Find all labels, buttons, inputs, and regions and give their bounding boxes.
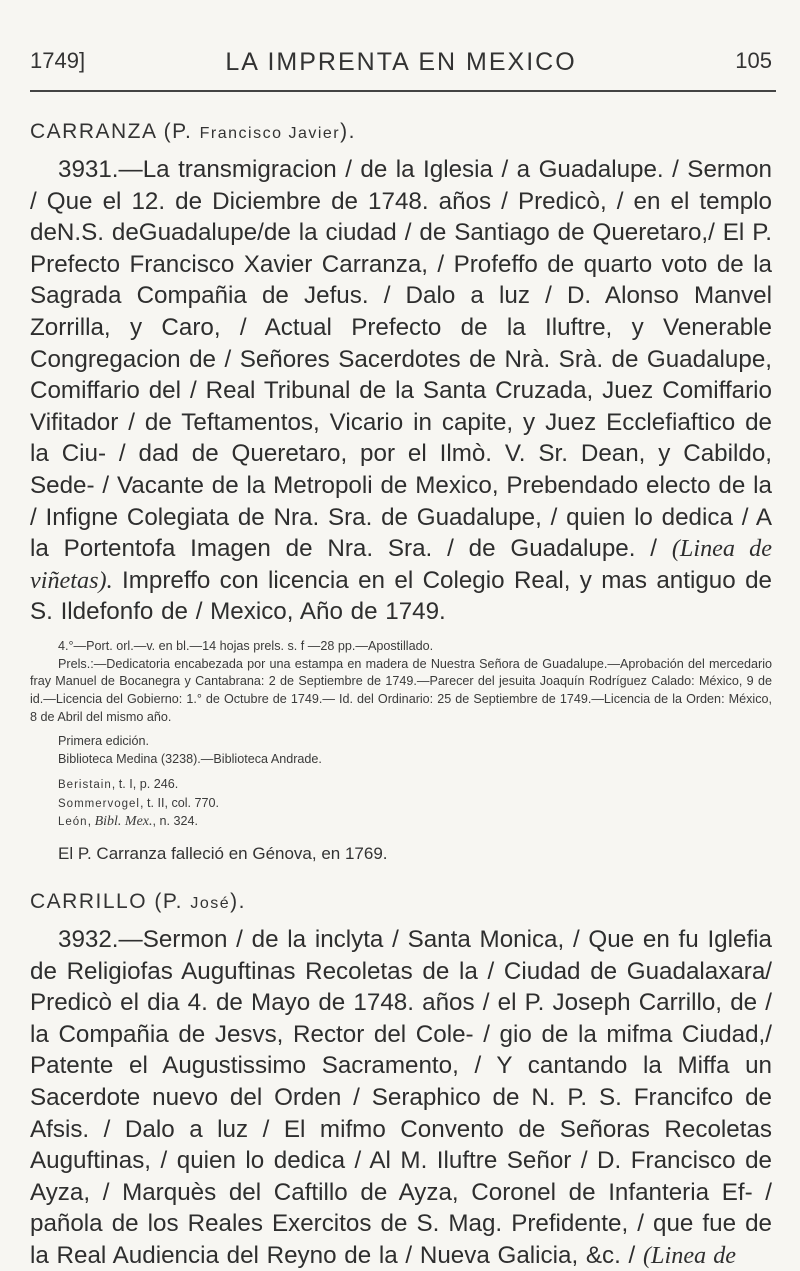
entry-3931-body: 3931.—La transmigracion / de la Iglesia / a Guadalupe. / Sermon / Que el 12. de Diciembre de 1748. años / Predicò, / en el templo deN.S. deGuadalupe/de la ciudad / de Santiago de Queretaro,/ El P. Prefecto Francisco Xavier Carranza, / Profeffo de quarto voto de la Sagrada Compañia de Jefus. / Dalo a luz / D. Alonso Manvel Zorrilla, y Caro, / Actual Prefecto de la Iluftre, y Venerable Congregacion de / Señores Sacerdotes de Nrà. Srà. de Guadalupe, Comiffario del / Real Tribunal de la Santa Cruzada, Juez Comiffario Vifitador / de Teftamentos, Vicario in capite, y Juez Ecclefiaftico de la Ciu- / dad de Queretaro, por el Ilmò. V. Sr. Dean, y Cabildo, Sede- / Vacante de la Metropoli de Mexico, Prebendado electo de la / Infigne Colegiata de Nra. Sra. de Guadalupe, / quien lo dedica / A la Portentofa Imagen de Nra. Sra. / de Guadalupe. / (Linea de viñetas). Impreffo con licencia en el Colegio Real, y mas antiguo de S. Ildefonfo de / Mexico, Año de 1749.: [30, 156, 773, 626]
reference-sommervogel: Sommervogel, t. II, col. 770.: [58, 795, 220, 810]
page-number: 105: [735, 48, 772, 73]
header-rule: [30, 90, 776, 92]
header-title: LA IMPRENTA EN MEXICO: [225, 48, 577, 76]
collation-note: 4.°—Port. orl.—v. en bl.—14 hojas prels. s. f —28 pp.—Apostillado.: [58, 638, 434, 653]
running-header: [30, 48, 772, 82]
reference-beristain: Beristain, t. I, p. 246.: [58, 776, 179, 791]
page-content: [30, 120, 772, 1271]
preliminaries-note: Prels.:—Dedicatoria encabezada por una estampa en madera de Nuestra Señora de Guadalupe.—Aprobación del mercedario fray Manuel de Bocanegra y Cantabrana: 2 de Septiembre de 1749.—Parecer del jesuita Joaquín Rodríguez Calado: México, 9 de id.—Licencia del Gobierno: 1.° de Octubre de 1749.— Id. del Ordinario: 25 de Septiembre de 1749.—Licencia de la Orden: México, 8 de Abril del mismo año.: [30, 656, 772, 724]
library-note: Biblioteca Medina (3238).—Biblioteca Andrade.: [58, 752, 322, 767]
death-note: El P. Carranza falleció en Génova, en 1769.: [58, 843, 388, 863]
edition-note: Primera edición.: [58, 734, 149, 749]
entry-author-carrillo: CARRILLO (P. José).: [30, 889, 246, 913]
header-year: 1749]: [30, 48, 86, 73]
reference-leon: León, Bibl. Mex., n. 324.: [58, 814, 199, 830]
entry-3931-notes: [30, 638, 772, 832]
entry-3932-body: 3932.—Sermon / de la inclyta / Santa Monica, / Que en fu Iglefia de Religiofas Auguftinas Recoletas de la / Ciudad de Guadalaxara/ Predicò el dia 4. de Mayo de 1748. años / el P. Joseph Carrillo, de / la Compañia de Jesvs, Rector del Cole- / gio de la mifma Ciudad,/ Patente el Augustissimo Sacramento, / Y cantando la Miffa un Sacerdote nuevo del Orden / Seraphico de N. P. S. Francifco de Afsis. / Dalo a luz / El mifmo Convento de Señoras Recoletas Auguftinas, / quien lo dedica / Al M. Iluftre Señor / D. Francisco de Ayza, / Marquès del Caftillo de Ayza, Coronel de Infanteria Ef- / pañola de los Reales Exercitos de S. Mag. Prefidente, / que fue de la Real Audiencia del Reyno de la / Nueva Galicia, &c. / (Linea de: [30, 925, 772, 1269]
entry-author-carranza: CARRANZA (P. Francisco Javier).: [30, 120, 356, 143]
